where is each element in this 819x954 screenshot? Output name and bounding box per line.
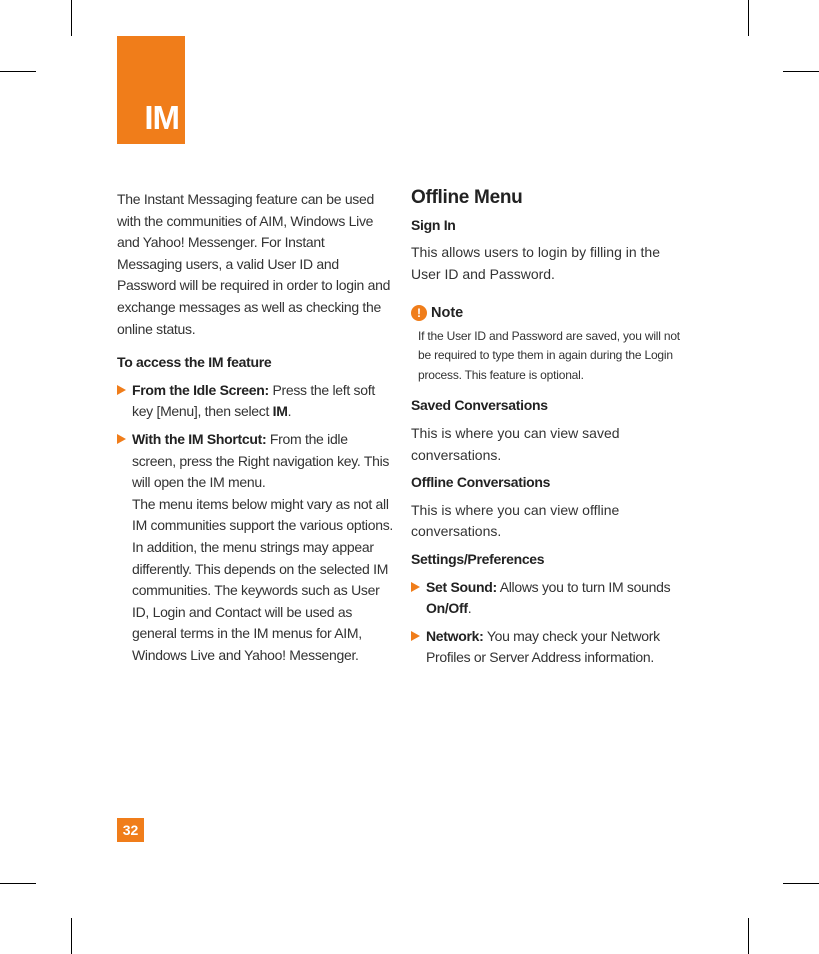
crop-mark <box>0 71 36 72</box>
triangle-right-icon <box>117 434 126 444</box>
bullet-bold: IM <box>272 403 288 420</box>
exclamation-circle-icon: ! <box>411 305 427 321</box>
settings-heading: Settings/Preferences <box>411 551 545 568</box>
offline-heading: Offline Conversations <box>411 474 551 491</box>
bullet-network <box>411 626 691 669</box>
bullet-label: Set Sound: <box>426 578 497 595</box>
note-text: If the User ID and Password are saved, you will not be required to type them in again during the Login process. This feature is optional. <box>418 328 680 382</box>
bullet-end: . <box>287 403 292 420</box>
bullet-label: From the Idle Screen: <box>132 381 269 398</box>
page-number: 32 <box>117 818 144 842</box>
sign-in-text: This allows users to login by filling in the User ID and Password. <box>411 244 661 282</box>
crop-mark <box>748 0 749 36</box>
access-heading: To access the IM feature <box>117 354 272 371</box>
bullet-bold: On/Off <box>426 600 468 617</box>
crop-mark <box>783 883 819 884</box>
bullet-text: From the idle screen, press the Right navigation key. This will open the IM menu. <box>132 430 390 491</box>
saved-text: This is where you can view saved conversations. <box>411 425 620 463</box>
saved-heading: Saved Conversations <box>411 397 548 414</box>
bullet-im-shortcut <box>117 429 393 494</box>
bullet-text: You may check your Network Profiles or Server Address information. <box>426 627 660 666</box>
section-title: Offline Menu <box>411 187 523 208</box>
offline-text: This is where you can view offline conversations. <box>411 501 620 540</box>
triangle-right-icon <box>411 582 420 592</box>
crop-mark <box>71 918 72 954</box>
bullet-extra-text: The menu items below might vary as not all IM communities support the various options. In addition, the menu strings may appear differently. This depends on the selected IM communities. The keywords such as User ID, Login and Contact will be used as general terms in the IM menus for AIM, Windows Live and Yahoo! Messenger. <box>132 495 394 663</box>
right-column <box>411 187 691 669</box>
bullet-label: Network: <box>426 627 484 644</box>
bullet-set-sound <box>411 577 691 620</box>
bullet-text: Press the left soft key [Menu], then select <box>132 381 375 420</box>
intro-paragraph: The Instant Messaging feature can be used with the communities of AIM, Windows Live and Yahoo! Messenger. For Instant Messaging users, a valid User ID and Password will be required in order to login and exchange messages as well as checking the online status. <box>117 191 391 337</box>
note-heading-row <box>411 303 691 325</box>
note-heading: Note <box>431 305 464 322</box>
bullet-label: With the IM Shortcut: <box>132 430 267 447</box>
left-column <box>117 189 393 666</box>
bullet-end: . <box>467 600 472 617</box>
note-box <box>411 303 691 385</box>
triangle-right-icon <box>411 631 420 641</box>
crop-mark <box>0 883 36 884</box>
bullet-idle-screen <box>117 380 393 423</box>
bullet-continuation <box>117 494 393 667</box>
crop-mark <box>783 71 819 72</box>
crop-mark <box>748 918 749 954</box>
triangle-right-icon <box>117 385 126 395</box>
bullet-text: Allows you to turn IM sounds <box>496 578 671 595</box>
crop-mark <box>71 0 72 36</box>
chapter-tab <box>117 36 185 144</box>
sign-in-heading: Sign In <box>411 216 456 233</box>
chapter-tab-label: IM <box>144 99 179 136</box>
